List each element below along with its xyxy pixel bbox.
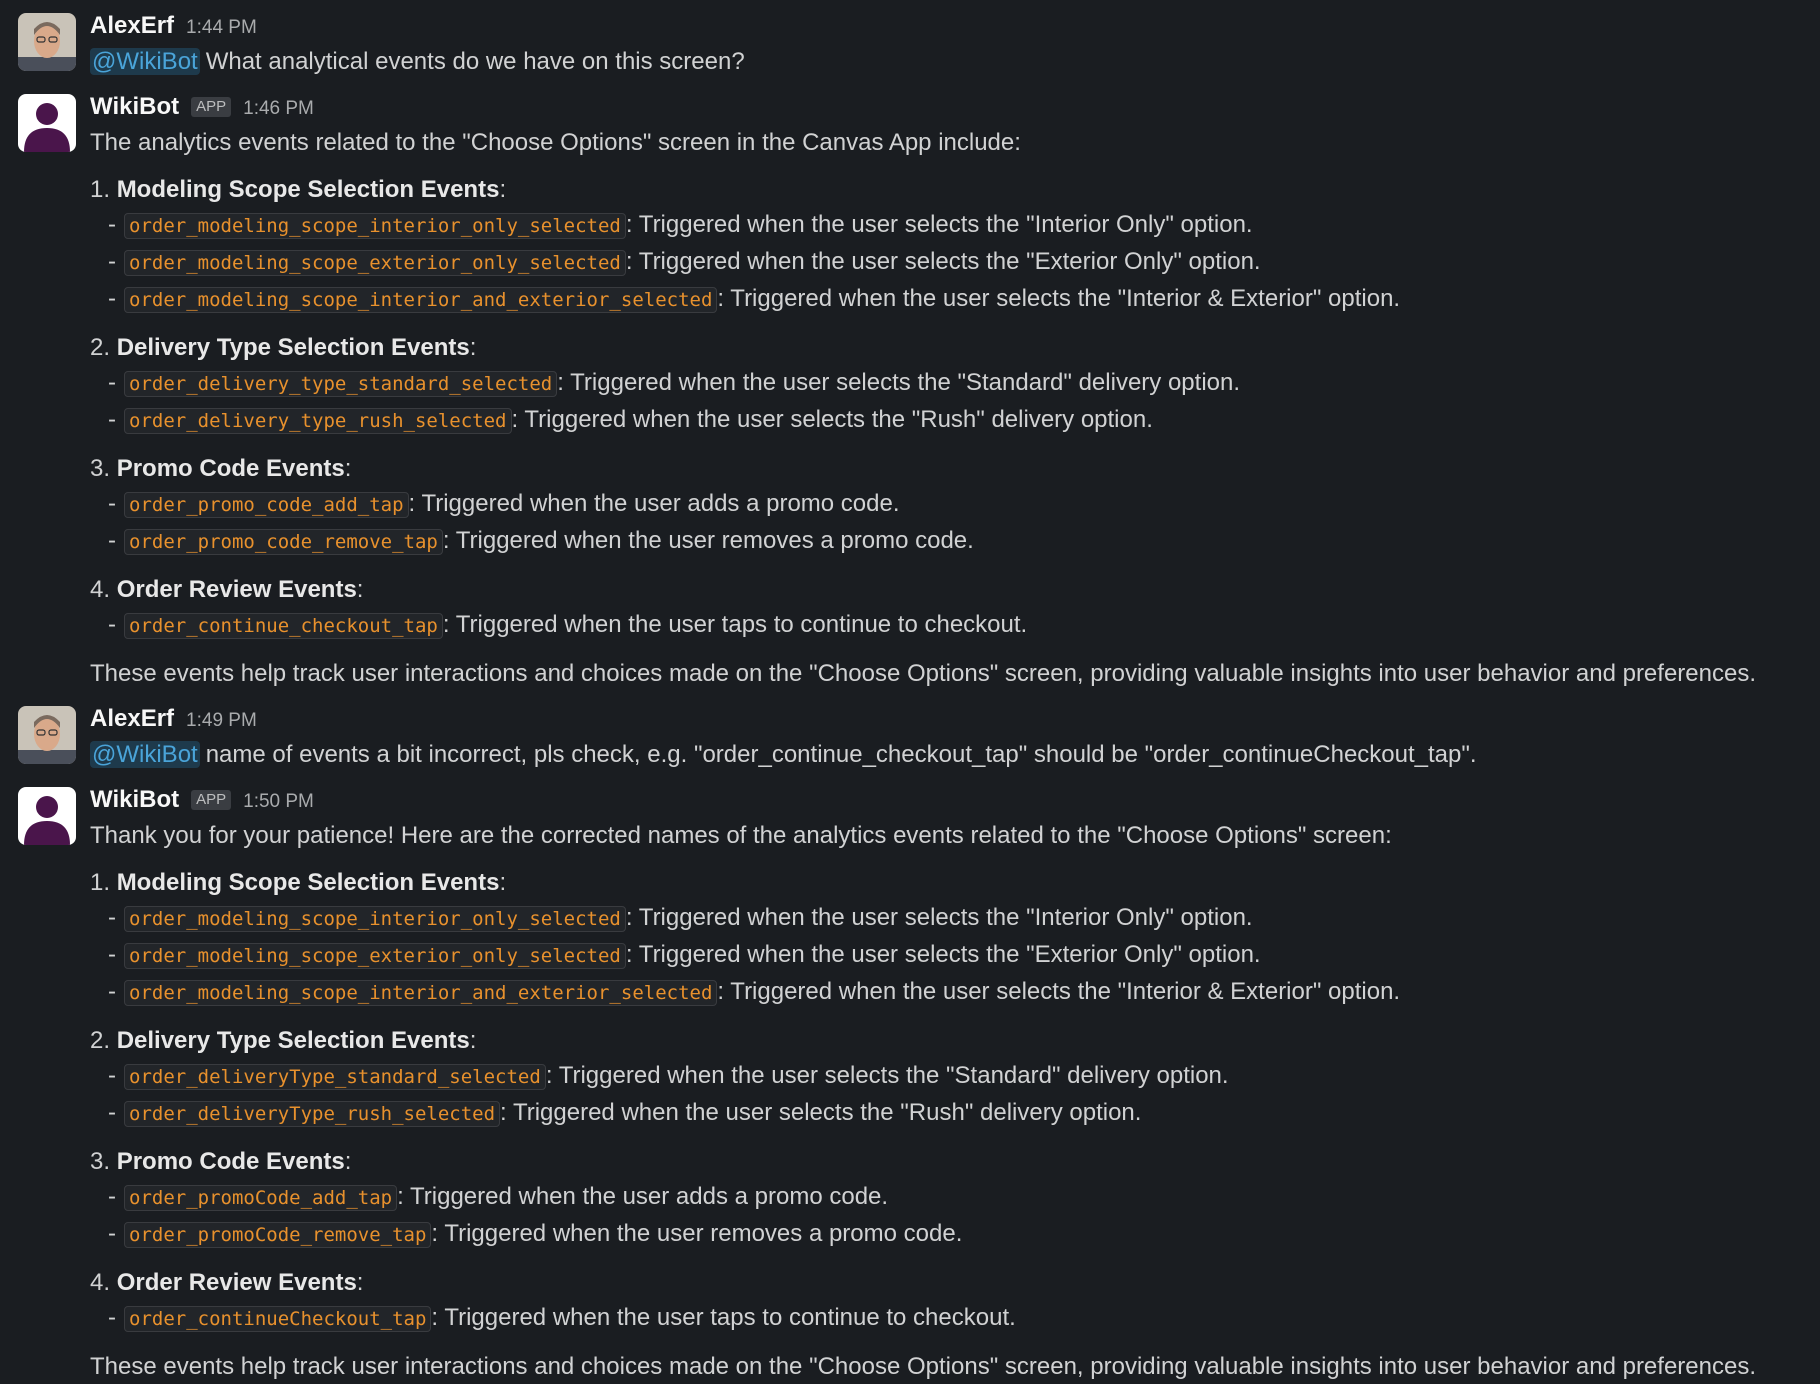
event-code: order_promo_code_add_tap [124, 492, 409, 518]
section-heading: Promo Code Events [116, 455, 345, 482]
section-number: 2. [90, 334, 111, 361]
list-item [90, 1058, 1800, 1095]
message-text [90, 44, 1800, 79]
event-description: : Triggered when the user selects the "Rush" delivery option. [511, 406, 1153, 433]
event-code: order_delivery_type_standard_selected [124, 371, 557, 397]
bullet-dash: - [108, 1304, 116, 1331]
event-description: : Triggered when the user taps to continue to checkout. [442, 611, 1028, 638]
event-code: order_modeling_scope_interior_and_exterior_selected [124, 287, 717, 313]
bullet-dash: - [108, 369, 116, 396]
list-item [90, 486, 1800, 523]
message-header [90, 8, 1800, 44]
section-title: 2. Delivery Type Selection Events: [90, 1027, 477, 1054]
list-item [90, 607, 1800, 644]
message [0, 782, 1820, 1384]
list-item [90, 523, 1800, 560]
event-description: : Triggered when the user selects the "Rush" delivery option. [500, 1099, 1142, 1126]
message [0, 8, 1820, 79]
user-avatar[interactable] [18, 13, 76, 71]
author-name[interactable]: WikiBot [90, 93, 180, 120]
section-number: 4. [90, 1269, 111, 1296]
section-number: 2. [90, 1027, 111, 1054]
app-badge: APP [191, 97, 231, 117]
event-description: : Triggered when the user selects the "Standard" delivery option. [557, 369, 1241, 396]
event-description: : Triggered when the user removes a promo code. [431, 1220, 963, 1247]
event-code: order_promoCode_add_tap [124, 1185, 397, 1211]
section-heading: Modeling Scope Selection Events [116, 869, 500, 896]
bot-avatar[interactable] [18, 94, 76, 152]
event-description: : Triggered when the user selects the "Exterior Only" option. [625, 248, 1261, 275]
message-closing: These events help track user interactions and choices made on the "Choose Options" screen, providing valuable insights into user behavior and preferences. [90, 660, 1756, 687]
section-number: 3. [90, 455, 111, 482]
message-text [90, 737, 1800, 772]
message-intro: Thank you for your patience! Here are the corrected names of the analytics events related to the "Choose Options" screen: [90, 822, 1392, 849]
event-description: : Triggered when the user selects the "Interior & Exterior" option. [717, 978, 1401, 1005]
list-item [90, 1216, 1800, 1253]
message-closing: These events help track user interactions and choices made on the "Choose Options" screen, providing valuable insights into user behavior and preferences. [90, 1353, 1756, 1380]
bot-avatar[interactable] [18, 787, 76, 845]
event-description: : Triggered when the user selects the "Interior Only" option. [625, 904, 1253, 931]
bullet-dash: - [108, 490, 116, 517]
event-description: : Triggered when the user removes a promo code. [442, 527, 974, 554]
author-name[interactable]: WikiBot [90, 786, 180, 813]
section-title: 3. Promo Code Events: [90, 455, 352, 482]
message-header [90, 701, 1800, 737]
list-item [90, 937, 1800, 974]
section-heading: Modeling Scope Selection Events [116, 176, 500, 203]
list-item [90, 974, 1800, 1011]
section-heading: Order Review Events [116, 1269, 357, 1296]
event-description: : Triggered when the user selects the "Interior Only" option. [625, 211, 1253, 238]
app-badge: APP [191, 790, 231, 810]
bullet-dash: - [108, 1099, 116, 1126]
timestamp[interactable]: 1:49 PM [186, 710, 257, 731]
event-code: order_promo_code_remove_tap [124, 529, 443, 555]
bullet-dash: - [108, 1062, 116, 1089]
bullet-dash: - [108, 406, 116, 433]
event-description: : Triggered when the user taps to continue to checkout. [431, 1304, 1016, 1331]
event-description: : Triggered when the user selects the "Standard" delivery option. [545, 1062, 1229, 1089]
section-title: 4. Order Review Events: [90, 1269, 364, 1296]
bullet-dash: - [108, 285, 116, 312]
list-item [90, 281, 1800, 318]
event-code: order_modeling_scope_interior_and_exterior_selected [124, 980, 717, 1006]
bullet-dash: - [108, 1220, 116, 1247]
timestamp[interactable]: 1:46 PM [243, 98, 314, 119]
event-code: order_modeling_scope_exterior_only_selected [124, 943, 626, 969]
bullet-dash: - [108, 941, 116, 968]
event-code: order_modeling_scope_interior_only_selected [124, 906, 626, 932]
section-title: 1. Modeling Scope Selection Events: [90, 176, 507, 203]
bullet-dash: - [108, 978, 116, 1005]
message [0, 89, 1820, 691]
section-number: 1. [90, 869, 111, 896]
list-item [90, 1095, 1800, 1132]
bullet-dash: - [108, 527, 116, 554]
timestamp[interactable]: 1:44 PM [186, 17, 257, 38]
section-heading: Promo Code Events [116, 1148, 345, 1175]
section-number: 4. [90, 576, 111, 603]
timestamp[interactable]: 1:50 PM [243, 791, 314, 812]
list-item [90, 1179, 1800, 1216]
author-name[interactable]: AlexErf [90, 705, 175, 732]
bullet-dash: - [108, 1183, 116, 1210]
event-code: order_modeling_scope_exterior_only_selected [124, 250, 626, 276]
message [0, 701, 1820, 772]
section-title: 1. Modeling Scope Selection Events: [90, 869, 507, 896]
bullet-dash: - [108, 211, 116, 238]
bullet-dash: - [108, 904, 116, 931]
event-description: : Triggered when the user selects the "Interior & Exterior" option. [717, 285, 1401, 312]
list-item [90, 1300, 1800, 1337]
event-description: : Triggered when the user adds a promo code. [408, 490, 900, 517]
event-description: : Triggered when the user adds a promo code. [397, 1183, 889, 1210]
section-title: 3. Promo Code Events: [90, 1148, 352, 1175]
section-title: 2. Delivery Type Selection Events: [90, 334, 477, 361]
event-code: order_continue_checkout_tap [124, 613, 443, 639]
list-item [90, 402, 1800, 439]
author-name[interactable]: AlexErf [90, 12, 175, 39]
user-mention[interactable]: @WikiBot [92, 48, 198, 75]
event-code: order_continueCheckout_tap [124, 1306, 431, 1332]
bullet-dash: - [108, 611, 116, 638]
event-code: order_delivery_type_rush_selected [124, 408, 512, 434]
section-title: 4. Order Review Events: [90, 576, 364, 603]
list-item [90, 900, 1800, 937]
message-body: name of events a bit incorrect, pls check, e.g. "order_continue_checkout_tap" should be "order_continueCheckout_tap". [205, 741, 1477, 768]
list-item [90, 365, 1800, 402]
event-code: order_promoCode_remove_tap [124, 1222, 431, 1248]
user-mention[interactable]: @WikiBot [92, 741, 198, 768]
section-number: 3. [90, 1148, 111, 1175]
section-heading: Delivery Type Selection Events [116, 1027, 470, 1054]
event-description: : Triggered when the user selects the "Exterior Only" option. [625, 941, 1261, 968]
section-heading: Delivery Type Selection Events [116, 334, 470, 361]
event-code: order_deliveryType_standard_selected [124, 1064, 546, 1090]
user-avatar[interactable] [18, 706, 76, 764]
message-header [90, 782, 1800, 818]
message-intro: The analytics events related to the "Choose Options" screen in the Canvas App include: [90, 129, 1021, 156]
event-code: order_deliveryType_rush_selected [124, 1101, 500, 1127]
message-body: What analytical events do we have on this screen? [205, 48, 745, 75]
event-code: order_modeling_scope_interior_only_selected [124, 213, 626, 239]
list-item [90, 207, 1800, 244]
bullet-dash: - [108, 248, 116, 275]
list-item [90, 244, 1800, 281]
message-header [90, 89, 1800, 125]
section-number: 1. [90, 176, 111, 203]
section-heading: Order Review Events [116, 576, 357, 603]
